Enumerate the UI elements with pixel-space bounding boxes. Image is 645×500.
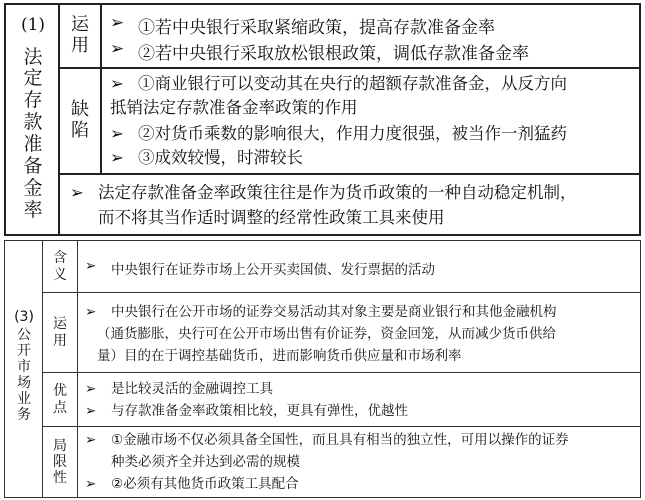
list-item: ➢ ①若中央银行采取紧缩政策，提高存款准备金率: [110, 13, 495, 38]
arrow-bullet-icon: ➢: [85, 304, 97, 320]
section-number: (3): [14, 308, 34, 325]
list-item: ➢ ③成效较慢，时滞较长: [110, 146, 303, 170]
arrow-bullet-icon: ➢: [70, 183, 84, 202]
section-number: (1): [20, 15, 46, 35]
meaning-label: 含 义: [43, 241, 78, 292]
usage-row: [43, 293, 640, 373]
use-label: 运 用: [60, 5, 102, 67]
list-item: ➢ 与存款准备金率政策相比较，更具有弹性，优越性: [85, 400, 408, 422]
use-row: [60, 5, 639, 69]
list-item: ➢ 中央银行在证券市场上公开买卖国债、发行票据的活动: [85, 258, 435, 278]
section-title-vertical: (3) 公 开 市 场 业 务: [14, 308, 34, 424]
advantages-label: 优 点: [43, 373, 78, 426]
arrow-bullet-icon: ➢: [85, 381, 97, 397]
list-item: ➢ ②若中央银行采取放松银根政策，调低存款准备金率: [110, 39, 529, 64]
note-row: [60, 175, 639, 234]
reserve-ratio-side-label: [6, 5, 60, 234]
list-item: ➢ ②必须有其他货币政策工具配合: [85, 473, 299, 495]
list-item: ➢ 中央银行在公开市场的证券交易活动其对象主要是商业银行和其他金融机构 （通货膨胀，央行可在公开市场出售有价证券，资金回笼，从而减少货币供给 量）目的在于调控基础货币，进而影响货币供应量和市场利率: [85, 301, 557, 367]
section-title-vertical: 法 定 存 款 准 备 金 率: [23, 45, 43, 221]
list-item: ➢ 是比较灵活的金融调控工具: [85, 378, 273, 400]
list-item: ➢ 法定存款准备金率政策往往是作为货币政策的一种自动稳定机制， 而不将其当作适时调整的经常性政策工具来使用: [70, 180, 577, 230]
cons-label: 缺 陷: [60, 69, 102, 173]
arrow-bullet-icon: ➢: [85, 432, 97, 448]
limitations-label: 局 限 性: [43, 427, 78, 497]
list-item: ➢ ②对货币乘数的影响很大，作用力度很强，被当作一剂猛药: [110, 122, 567, 146]
arrow-bullet-icon: ➢: [110, 39, 125, 59]
advantages-row: [43, 373, 640, 427]
arrow-bullet-icon: ➢: [85, 258, 97, 274]
list-item: ➢ ①金融市场不仅必须具备全国性，而且具有相当的独立性，可用以操作的证券 种类必须齐全并达到必需的规模: [85, 429, 569, 473]
list-item: ➢ ①商业银行可以变动其在央行的超额存款准备金，从反方向 抵销法定存款准备金率政策的作用: [110, 72, 567, 120]
usage-label: 运 用: [43, 293, 78, 372]
arrow-bullet-icon: ➢: [85, 476, 97, 492]
arrow-bullet-icon: ➢: [110, 124, 124, 143]
arrow-bullet-icon: ➢: [110, 13, 125, 33]
arrow-bullet-icon: ➢: [85, 403, 97, 419]
limitations-row: [43, 427, 640, 497]
open-market-block: [4, 240, 641, 498]
cons-row: [60, 69, 639, 175]
arrow-bullet-icon: ➢: [110, 74, 124, 93]
open-market-side-label: [5, 241, 43, 497]
arrow-bullet-icon: ➢: [110, 148, 124, 167]
reserve-ratio-block: [4, 3, 641, 236]
meaning-row: [43, 241, 640, 293]
